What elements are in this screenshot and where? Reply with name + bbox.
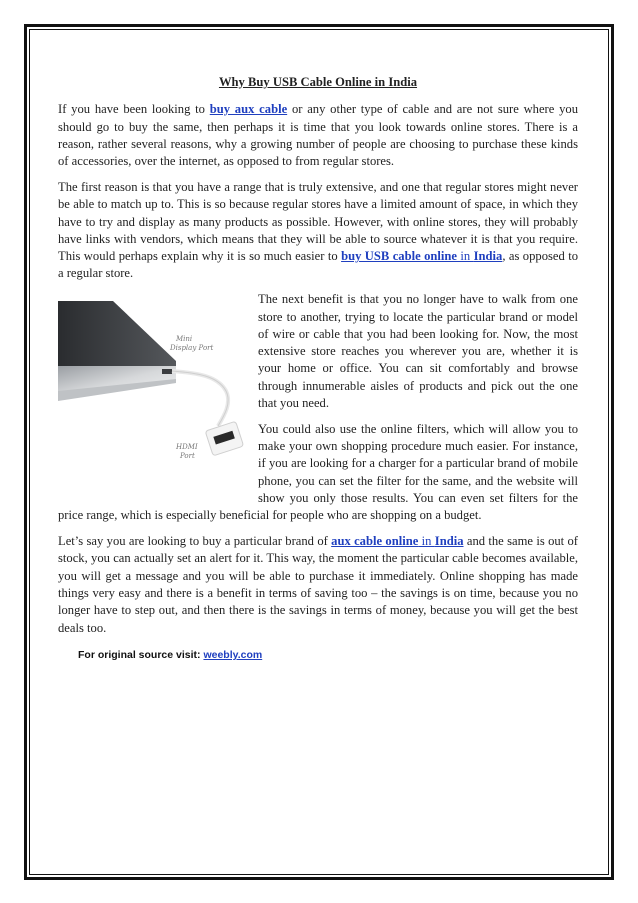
buy-aux-cable-link[interactable]: buy aux cable [209, 102, 288, 117]
paragraph-5 [58, 533, 578, 637]
source-label: For original source visit: [78, 648, 204, 661]
source-line [78, 647, 578, 664]
link-text-in: in [457, 249, 474, 264]
paragraph-1 [58, 101, 578, 170]
paragraph-4: You could also use the online filters, which will allow you to make your own shopping procedure much easier. For instance, if you are looking for a charger for a particular brand of mobile phone, you can set the filter for the same, and the website will show you only those results. You can even set filters for the price range, which is especially beneficial for people who are shopping on a budget. [58, 421, 578, 523]
paragraph-1-text-a: If you have been looking to [58, 102, 210, 117]
aux-cable-online-link[interactable] [331, 534, 463, 548]
paragraph-2-text-a: The first reason is that you have a range that is truly extensive, and one that regular stores might never be able to match up to. This is so because regular stores have a limited amount of space, in which they have to try and display as many products as possible. However, with online stores, they will probably have links with vendors, which means that they will be able to source whatever it is that you require. This would perhaps explain why it is so much easier to [58, 179, 578, 264]
paragraph-3: The next benefit is that you no longer have to walk from one store to another, trying to locate the particular brand or model of wire or cable that you had been looking for. Now, the most extensive store reaches you wherever you are, whether it is your home or office. You can sit comfortably and browse through innumerable aisles of products and pick out the one that you need. [258, 292, 578, 411]
paragraph-5-text-b: and the same is out of stock, you can actually set an alert for it. This way, the moment the particular cable becomes available, you will get a message and you will be able to purchase it immediately. Online shopping has made things very easy and there is a benefit in terms of saving too – the savings is on time, because you no longer have to step out, and then there is the savings in terms of money, because you will get the best deals too. [58, 534, 578, 635]
paragraph-2 [58, 179, 578, 283]
link-text-country: India [434, 534, 464, 549]
link-text-country: India [473, 249, 503, 264]
hdmi-port-label: HDMI [176, 443, 198, 452]
adapter-illustration [58, 291, 248, 487]
mini-display-port-label-2: Display Port [170, 344, 214, 353]
usb-adapter-photo [58, 291, 248, 487]
source-link[interactable]: weebly.com [203, 648, 263, 661]
document-body [58, 74, 578, 664]
link-text-in: in [418, 534, 435, 549]
buy-usb-cable-online-link[interactable] [341, 249, 502, 263]
page-title: Why Buy USB Cable Online in India [218, 75, 418, 89]
mini-display-port-label: Mini [176, 335, 193, 344]
paragraph-5-text-a: Let’s say you are looking to buy a particular brand of [58, 534, 332, 549]
link-text: aux cable online [331, 534, 419, 549]
hdmi-port-label-2: Port [180, 452, 195, 461]
paragraph-2-text-b: , as opposed to a regular store. [58, 249, 578, 281]
link-text: buy USB cable online [341, 249, 457, 264]
paragraph-1-text-b: or any other type of cable and are not sure where you should go to buy the same, then perhaps it is time that you look towards online stores. There is a reason, rather several reasons, why a growing number of people are choosing to purchase these kinds of accessories, over the internet, as opposed to from regular stores. [58, 102, 578, 169]
